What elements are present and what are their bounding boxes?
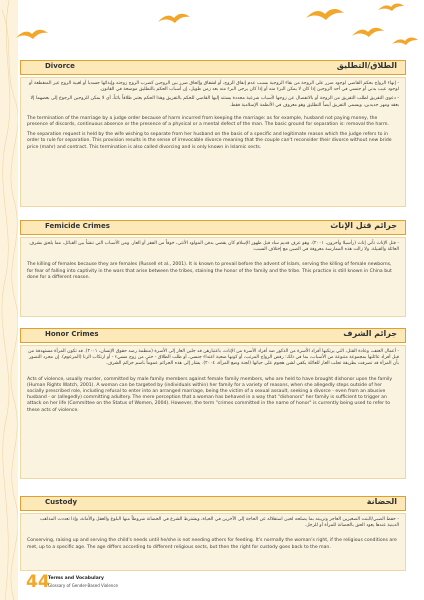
english-definition: The termination of the marriage by a judge order because of harm incurred from keeping the marriage: as for example, husband not paying money, the presence of discords, continuous absence or the presence of a physical or a mental defect of the man. The basic ground for separation is: removal the harm.: [27, 115, 389, 128]
english-term: Custody: [45, 498, 78, 506]
definition-box: [20, 345, 406, 479]
entry-heading-bar: [20, 496, 406, 511]
arabic-term: الطلاق/التطليق: [336, 61, 397, 70]
footer-subtitle: Glossary of Gender-Based Violence: [48, 583, 118, 588]
arabic-definition: - حفظ الصبي/البنت الصغيرين العاجز وتربيته بما يصلحه لحين استقلاله عن الحاجة إلى الآخرين في الحياة، ويشترط الشرع في الحضانة شروطاً منها البلوغ والعقل والأمانة، وإذا تعددت المذاهب الدينية عندها يعود الحق بالحضانة للمرأة أو للرجل.: [40, 517, 399, 529]
entry-heading-bar: [20, 220, 406, 235]
glossary-entry-honor-crimes: [20, 328, 406, 479]
english-definition: Conserving, raising up and serving the child's needs until he/she is not needing others for feeding. It's normally the woman's right, if the religious conditions are met, up to a specific age. The age differs according to different religious sects, but then the right for custody goes back to the man.: [27, 538, 397, 550]
page-number: 44: [26, 572, 50, 592]
arabic-definition: - إنهاء الزواج بحكم القاضي لوجود ضرر على الزوجة من بقاء الزوجية بسبب عدم إنفاق الزوج، أو لشقاق وإلحاق ضرر بين الزوجين كضرب الزوج زوجته وإيذائها جسديا أو لغيبة الزوج غير المنقطعة أو لوجود عيب بدني أو جنسي في أحد الزوجين إذا كان لا يمكن البرء منه أو إذا كان يرجى البرء منه بعد زمن طويل، إن أسباب الحكم بالتطليق موضحة في القانون.: [29, 81, 399, 93]
arabic-definition: - أعمال العنف، وعادة القتل، التي يرتكبها أفراد الأسرة من الذكور ضد أفراد الأسرة من الإناث، باعتبارهن قد جلبن العار إلى الأسرة (منظمة رصد حقوق الإنسان، ٢٠٠١). قد تكون المرأة مستهدفة من قبل أفراد عائلتها بمجموعة متنوعة من الأسباب، بما في ذلك: رفض الزواج المرتب، أو كونها ضحية اعتداء جنسي، أو طلب الطلاق - حتى من زوج مسيء - أو ارتكاب الزنا (المزعوم). إن مجرد التصور بأن المرأة قد تصرفت بطريقة تجلب العار للعائلة يكفي لشن هجوم على حياتها (لجنة وضع المرأة، ٢٠٠٤). يشار إلى هذه الجرائم عموماً باسم جرائم الشرف.: [28, 349, 399, 367]
arabic-term: جرائم قتل الإناث: [330, 221, 397, 230]
entry-heading-bar: [20, 328, 406, 343]
english-term: Honor Crimes: [45, 330, 99, 338]
flying-birds-illustration: [0, 0, 424, 60]
english-term: Divorce: [45, 62, 75, 70]
definition-box: [20, 237, 406, 317]
definition-box: [20, 513, 406, 571]
english-definition: Acts of violence, usually murder, committed by male family members against female family members, who are held to have brought dishonor upon the family (Human Rights Watch, 2001). A woman can be targeted by (individuals within) her family for a variety of reasons, when she allegedly steps outside of her socially prescribed role, including refusal to enter into an arranged marriage, being the victim of a sexual assault, seeking a divorce - even from an abusive husband - or (allegedly) committing adultery. The mere perception that a woman has behaved in a way that "dishonors" her family is sufficient to trigger an attack on her life (Committee on the Status of Women, 2004). However, the term "crimes committed in the name of honor" is currently being used to refer to these acts of violence.: [27, 376, 393, 413]
sidebar-decoration: [0, 0, 18, 600]
glossary-entry-divorce: [20, 60, 406, 207]
english-term: Femicide Crimes: [45, 222, 110, 230]
arabic-term: الحضانة: [366, 497, 397, 506]
english-definition: The separation request is held by the wife wishing to separate from her husband on the basis of a specific and legitimate reason which the judge refers to in order to rule for separation. This provision results in the sense of irrevocable divorce meaning that the couple can't reconsider their divorce without new bride price (mahr) and contract. This termination is also called divorcing and is only known in Islamic sects.: [27, 132, 392, 150]
arabic-definition: - قتل الإناث تأتي إناث (رأسيلا وأخرون، ٢٠٠١). وهو عرف قديم ساد قبل ظهور الإسلام كان يقضي بدفن المولود الأنثى، خوفاً من الفقر أو العار. ومن الأسباب التي تنشأ بين القبائل، مما يلحق بشرف العائلة والقبيلة. ولا زالت هذه الممارسة معروفة في الصين مع إختلاف السبب.: [29, 241, 399, 253]
definition-box: [20, 77, 406, 207]
glossary-entry-custody: [20, 496, 406, 571]
glossary-entry-femicide-crimes: [20, 220, 406, 317]
arabic-definition: - دعوى التفريق لطلب التفريق من الزوجة أو بالانفصال عن زوجها لأسباب شرعية محددة يستند إليها القاضي للحكم بالتفريق وهذا الحكم يعتبر طلاقاً بائناً، أي لا يمكن للزوجين الرجوع إلى بعضهما إلا بعقد ومهر جديدين، ويسمى التفريق أيضاً التطليق وهو معروف في الأنظمة الإسلامية فقط.: [30, 96, 399, 108]
arabic-term: جرائم الشرف: [343, 329, 397, 338]
entry-heading-bar: [20, 60, 406, 75]
footer-title: Terms and Vocabulary: [48, 576, 104, 581]
english-definition: The killing of females because they are females (Russell et al., 2001). It is known to prevail before the advent of Islam, serving the killing of female newborns, for fear of falling into captivity in the wars that arise between the tribes, staining the honor of the family and the tribe. This practice is still known in China but done for a different reason.: [27, 262, 392, 280]
